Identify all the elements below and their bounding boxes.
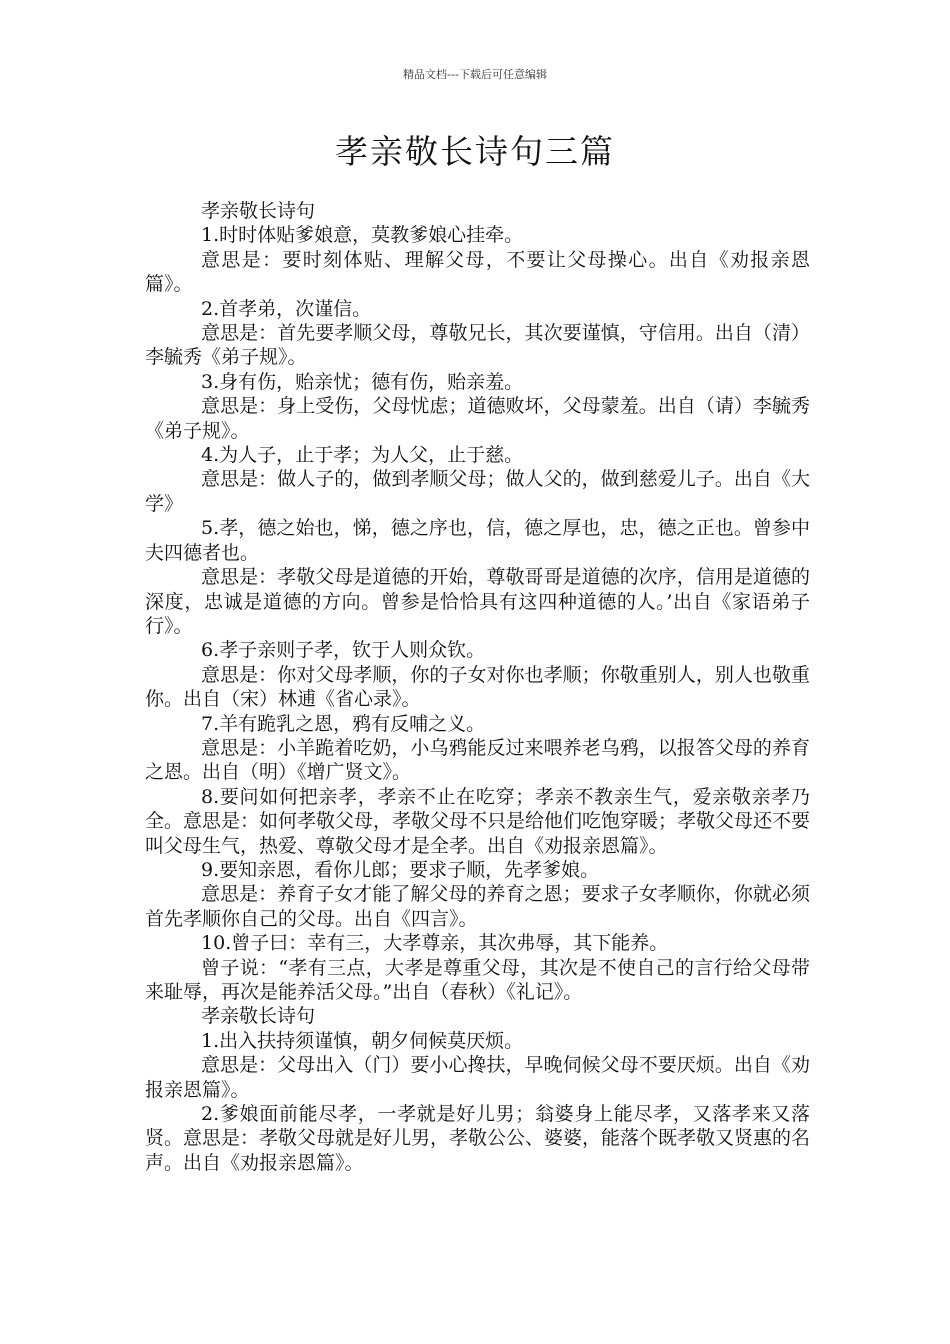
meaning-paragraph: 曾子说：“孝有三点，大孝是尊重父母，其次是不使自己的言行给父母带来耻辱，再次是能养活父母。”出自（春秋）《礼记》。 [145, 956, 810, 1003]
section-heading: 孝亲敬长诗句 [201, 1005, 316, 1028]
verse-paragraph: 7.羊有跪乳之恩，鸦有反哺之义。 [201, 712, 486, 735]
section-heading: 孝亲敬长诗句 [201, 200, 316, 222]
verse-paragraph: 4.为人子，止于孝；为人父，止于慈。 [201, 444, 524, 467]
verse-paragraph: 2.首孝弟，次谨信。 [201, 297, 372, 320]
verse-paragraph: 8.要问如何把亲孝，孝亲不止在吃穿；孝亲不教亲生气，爱亲敬亲孝乃全。意思是：如何孝敬父母，孝敬父母不只是给他们吃饱穿暖；孝敬父母还不要叫父母生气，热爱、尊敬父母才是全孝。出自《劝报亲恩篇》。 [145, 785, 811, 857]
meaning-paragraph: 意思是：你对父母孝顺，你的子女对你也孝顺；你敬重别人，别人也敬重你。出自（宋）林逋《省心录》。 [145, 663, 810, 711]
document-body [145, 199, 810, 1175]
meaning-paragraph: 意思是：小羊跪着吃奶，小乌鸦能反过来喂养老乌鸦，以报答父母的养育之恩。出自（明）《增广贤文》。 [145, 736, 810, 784]
verse-paragraph: 3.身有伤，贻亲忧；德有伤，贻亲羞。 [201, 370, 524, 393]
verse-paragraph: 10.曾子曰：幸有三，大孝尊亲，其次弗辱，其下能养。 [201, 932, 669, 955]
verse-paragraph: 5.孝，德之始也，悌，德之序也，信，德之厚也，忠，德之正也。曾参中夫四德者也。 [145, 517, 810, 564]
page-header-note: 精品文档---下载后可任意编辑 [403, 68, 547, 81]
document-title: 孝亲敬长诗句三篇 [335, 132, 615, 171]
verse-paragraph: 1.出入扶持须谨慎，朝夕伺候莫厌烦。 [201, 1029, 524, 1052]
meaning-paragraph: 意思是：养育子女才能了解父母的养育之恩；要求子女孝顺你，你就必须首先孝顺你自己的父母。出自《四言》。 [145, 883, 810, 930]
meaning-paragraph: 意思是：首先要孝顺父母，尊敬兄长，其次要谨慎，守信用。出自（清）李毓秀《弟子规》。 [145, 322, 810, 369]
verse-paragraph: 6.孝子亲则子孝，钦于人则众钦。 [201, 639, 486, 662]
verse-paragraph: 9.要知亲恩，看你儿郎；要求子顺，先孝爹娘。 [201, 858, 600, 881]
verse-paragraph: 2.爹娘面前能尽孝，一孝就是好儿男；翁婆身上能尽孝，又落孝来又落贤。意思是：孝敬父母就是好儿男，孝敬公公、婆婆，能落个既孝敬又贤惠的名声。出自《劝报亲恩篇》。 [145, 1103, 811, 1174]
meaning-paragraph: 意思是：孝敬父母是道德的开始，尊敬哥哥是道德的次序，信用是道德的深度，忠诚是道德的方向。曾参是恰恰具有这四种道德的人。’出自《家语弟子行》。 [145, 566, 810, 637]
meaning-paragraph: 意思是：做人子的，做到孝顺父母；做人父的，做到慈爱儿子。出自《大学》 [145, 468, 810, 515]
meaning-paragraph: 意思是：父母出入（门）要小心搀扶，早晚伺候父母不要厌烦。出自《劝报亲恩篇》。 [145, 1054, 810, 1101]
meaning-paragraph: 意思是：身上受伤，父母忧虑；道德败坏，父母蒙羞。出自（请）李毓秀《弟子规》。 [145, 395, 810, 442]
meaning-paragraph: 意思是：要时刻体贴、理解父母，不要让父母操心。出自《劝报亲恩篇》。 [145, 248, 810, 296]
verse-paragraph: 1.时时体贴爹娘意，莫教爹娘心挂牵。 [201, 224, 524, 247]
